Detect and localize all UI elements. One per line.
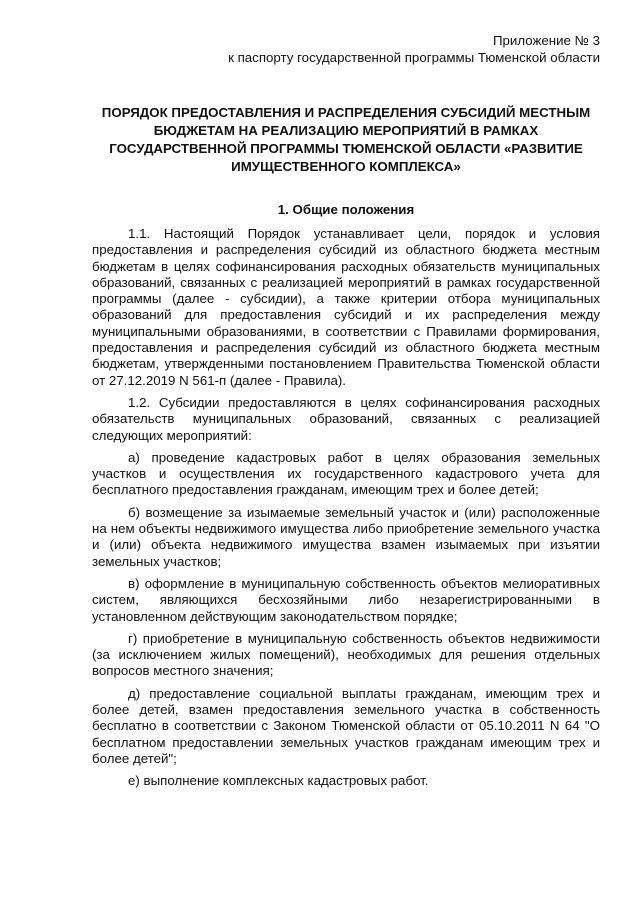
list-item-e: е) выполнение комплексных кадастровых работ. bbox=[128, 773, 429, 789]
appendix-header bbox=[92, 32, 600, 66]
appendix-number: Приложение № 3 bbox=[492, 33, 600, 48]
list-item-d: д) предоставление социальной выплаты гражданам, имеющим трех и более детей, взамен предоставления земельного участка в собственность бесплатно в соответствии с Законом Тюменской области от 05.10.2011 N 64 "О бесплатном предоставлении земельных участков гражданам имеющим трех и более детей"; bbox=[92, 685, 600, 766]
list-item-g: г) приобретение в муниципальную собственность объектов недвижимости (за исключением жилых помещений), необходимых для решения отдельных вопросов местного значения; bbox=[92, 630, 600, 679]
list-item-b: б) возмещение за изымаемые земельный участок и (или) расположенные на нем объекты недвижимого имущества либо приобретение земельного участка и (или) объекта недвижимого имущества взамен изымаемых при изъятии земельных участков; bbox=[92, 504, 600, 569]
section-heading: 1. Общие положения bbox=[277, 202, 415, 217]
list-item-a: а) проведение кадастровых работ в целях образования земельных участков и осуществления их государственного кадастрового учета для бесплатного предоставления гражданам, имеющим трех и более детей; bbox=[92, 449, 600, 498]
list-item-v: в) оформление в муниципальную собственность объектов мелиоративных систем, являющихся бесхозяйными либо незарегистрированными в установленном действующим законодательством порядке; bbox=[92, 575, 600, 624]
appendix-reference: к паспорту государственной программы Тюменской области bbox=[228, 50, 600, 65]
paragraph-1-1: 1.1. Настоящий Порядок устанавливает цели, порядок и условия предоставления и распределения субсидий из областного бюджета местным бюджетам в целях софинансирования расходных обязательств муниципальных образований, связанных с реализацией мероприятий в рамках государственной программы (далее - субсидии), а также критерии отбора муниципальных образований для предоставления субсидий и их распределения между муниципальными образованиями, в соответствии с Правилами формирования, предоставления и распределения субсидий из областного бюджета местным бюджетам, утвержденными постановлением Правительства Тюменской области от 27.12.2019 N 561-п (далее - Правила). bbox=[92, 226, 600, 388]
paragraph-1-2: 1.2. Субсидии предоставляются в целях софинансирования расходных обязательств муниципальных образований, связанных с реализацией следующих мероприятий: bbox=[92, 394, 600, 443]
document-title: ПОРЯДОК ПРЕДОСТАВЛЕНИЯ И РАСПРЕДЕЛЕНИЯ СУБСИДИЙ МЕСТНЫМ БЮДЖЕТАМ НА РЕАЛИЗАЦИЮ МЕРОПРИЯТИЙ В РАМКАХ ГОСУДАРСТВЕННОЙ ПРОГРАММЫ ТЮМЕНСКОЙ ОБЛАСТИ «РАЗВИТИЕ ИМУЩЕСТВЕННОГО КОМПЛЕКСА» bbox=[101, 105, 591, 174]
